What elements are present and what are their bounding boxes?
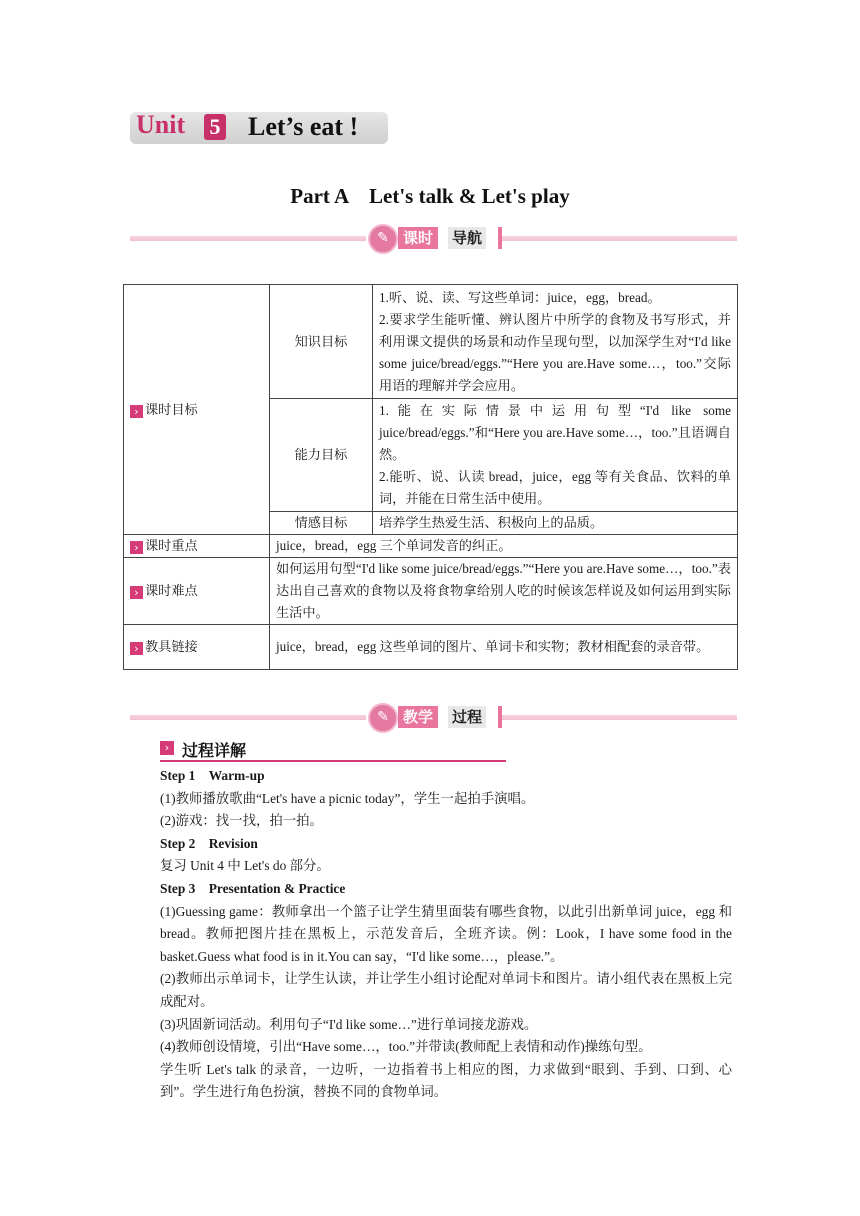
table-row xyxy=(124,558,738,625)
section-label-primary: 课时 xyxy=(398,227,438,249)
emotion-label: 情感目标 xyxy=(270,512,373,535)
process-body xyxy=(160,765,732,1104)
section-bar-end-mark xyxy=(498,227,502,249)
arrow-icon: › xyxy=(130,642,143,655)
section-label-secondary: 过程 xyxy=(448,706,486,728)
difficulty-label: 课时难点 xyxy=(145,583,198,598)
key-cell xyxy=(124,535,270,558)
key-text: juice，bread，egg 三个单词发音的纠正。 xyxy=(270,535,738,558)
section-bar-end-mark xyxy=(498,706,502,728)
step-title: Step 3 Presentation & Practice xyxy=(160,880,346,896)
ability-label: 能力目标 xyxy=(270,399,373,512)
key-label: 课时重点 xyxy=(145,538,198,553)
paragraph: (1)教师播放歌曲“Let's have a picnic today”，学生一起拍手演唱。 xyxy=(160,790,535,806)
compass-icon: ✎ xyxy=(368,224,398,254)
process-heading-text: 过程详解 xyxy=(182,741,247,760)
table-row xyxy=(124,285,738,399)
unit-number: 5 xyxy=(204,114,226,140)
difficulty-cell xyxy=(124,558,270,625)
unit-banner xyxy=(130,108,388,146)
arrow-icon: › xyxy=(130,586,143,599)
paragraph: (4)教师创设情境，引出“Have some…，too.”并带读(教师配上表情和动作)操练句型。 xyxy=(160,1039,652,1055)
tools-label: 教具链接 xyxy=(145,639,198,654)
section-bar-teaching xyxy=(130,705,737,729)
step-title: Step 2 Revision xyxy=(160,835,258,851)
pencil-icon: ✎ xyxy=(368,703,398,733)
section-bar-navigation xyxy=(130,226,737,250)
lesson-objectives-table xyxy=(123,284,738,670)
tools-cell xyxy=(124,625,270,670)
paragraph: 复习 Unit 4 中 Let's do 部分。 xyxy=(160,858,330,874)
arrow-icon: › xyxy=(160,741,174,755)
table-row xyxy=(124,625,738,670)
process-heading xyxy=(160,738,506,762)
paragraph: (2)教师出示单词卡，让学生认读，并让学生小组讨论配对单词卡和图片。请小组代表在黑板上完成配对。 xyxy=(160,971,732,1009)
knowledge-text: 1.听、说、读、写这些单词：juice，egg，bread。 2.要求学生能听懂、辨认图片中所学的食物及书写形式，并利用课文提供的场景和动作呈现句型，以加深学生对“I'd like some juice/bread/eggs.”“Here you are.Have some…，too.”交际用语的理解并学会应用。 xyxy=(373,285,738,399)
paragraph: 学生听 Let's talk 的录音，一边听，一边指着书上相应的图，力求做到“眼到、手到、口到、心到”。学生进行角色扮演，替换不同的食物单词。 xyxy=(160,1061,732,1100)
goals-cell xyxy=(124,285,270,535)
tools-text: juice，bread，egg 这些单词的图片、单词卡和实物；教材相配套的录音带。 xyxy=(270,625,738,670)
emotion-text: 培养学生热爱生活、积极向上的品质。 xyxy=(373,512,738,535)
paragraph: (1)Guessing game：教师拿出一个篮子让学生猜里面装有哪些食物，以此引出新单词 juice，egg 和 bread。教师把图片挂在黑板上，示范发音后，全班齐读。例：Look，I have some food in the basket.Guess what food is in it.You can say，“I'd like some…，please.”。 xyxy=(160,903,732,964)
goals-label: 课时目标 xyxy=(145,401,198,417)
table-row xyxy=(124,535,738,558)
difficulty-text: 如何运用句型“I'd like some juice/bread/eggs.”“Here you are.Have some…，too.”表达出自己喜欢的食物以及将食物拿给别人吃的时候该怎样说及如何运用到实际生活中。 xyxy=(270,558,738,625)
knowledge-label: 知识目标 xyxy=(270,285,373,399)
arrow-icon: › xyxy=(130,541,143,554)
step-title: Step 1 Warm-up xyxy=(160,768,265,783)
paragraph: (3)巩固新词活动。利用句子“I'd like some…”进行单词接龙游戏。 xyxy=(160,1016,538,1032)
paragraph: (2)游戏：找一找，拍一拍。 xyxy=(160,813,323,829)
unit-title: Let’s eat ! xyxy=(248,112,359,141)
ability-text: 1.能在实际情景中运用句型“I'd like some juice/bread/eggs.”和“Here you are.Have some…，too.”且语调自然。 2.能听、说、认读 bread，juice，egg 等有关食品、饮料的单词，并能在日常生活中使用。 xyxy=(373,399,738,512)
section-label-secondary: 导航 xyxy=(448,227,486,249)
unit-label: Unit xyxy=(136,110,186,139)
section-label-primary: 教学 xyxy=(398,706,438,728)
arrow-icon: › xyxy=(130,405,143,418)
part-title: Part A Let's talk & Let's play xyxy=(290,184,570,208)
